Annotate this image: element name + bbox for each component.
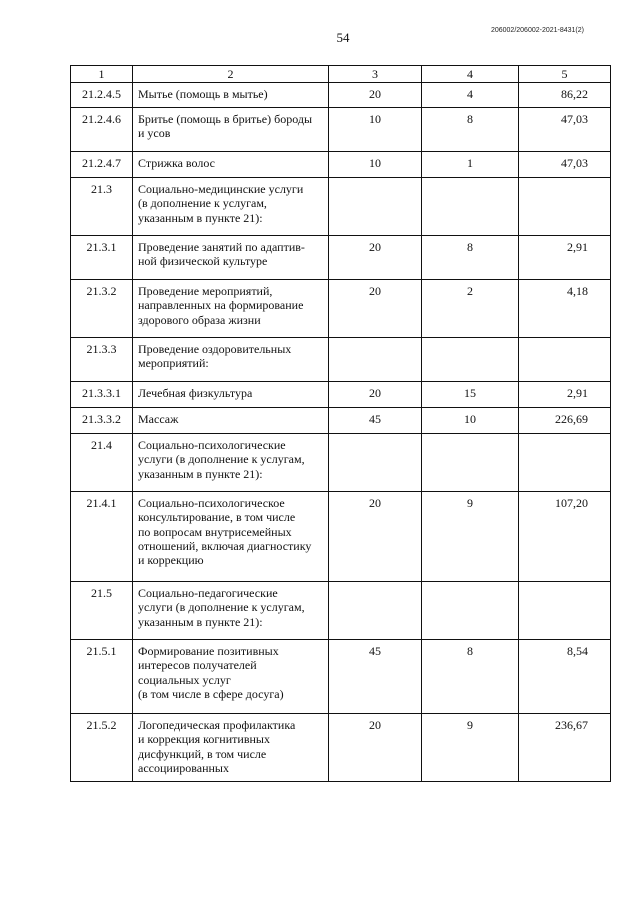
row-code-cell: 21.3.3.2: [71, 408, 133, 434]
row-name-cell: Социально-психологические услуги (в дополнение к услугам, указанным в пункте 21):: [133, 434, 329, 492]
column-header-1: 1: [71, 66, 133, 83]
row-code-cell: 21.2.4.7: [71, 152, 133, 178]
row-code-cell: 21.3.3.1: [71, 382, 133, 408]
row-col5-cell: [519, 434, 611, 492]
row-code-cell: 21.4: [71, 434, 133, 492]
column-header-4: 4: [422, 66, 519, 83]
column-header-2: 2: [133, 66, 329, 83]
row-col4-cell: 15: [422, 382, 519, 408]
row-col3-cell: 45: [329, 408, 422, 434]
table-row: [71, 178, 611, 236]
document-code: 206002/206002-2021-8431(2): [490, 27, 584, 34]
row-col5-cell: 2,91: [519, 236, 611, 280]
table-row: [71, 640, 611, 714]
table-header-row: [71, 66, 611, 83]
row-col5-cell: 2,91: [519, 382, 611, 408]
row-col3-cell: [329, 434, 422, 492]
row-col3-cell: [329, 338, 422, 382]
row-col4-cell: 1: [422, 152, 519, 178]
row-code-cell: 21.4.1: [71, 492, 133, 582]
row-code-cell: 21.3.3: [71, 338, 133, 382]
row-col3-cell: 10: [329, 108, 422, 152]
row-code-cell: 21.2.4.5: [71, 83, 133, 108]
row-name-cell: Бритье (помощь в бритье) бороды и усов: [133, 108, 329, 152]
row-col4-cell: [422, 338, 519, 382]
row-name-cell: Проведение занятий по адаптив- ной физической культуре: [133, 236, 329, 280]
row-code-cell: 21.5.1: [71, 640, 133, 714]
table-row: [71, 108, 611, 152]
row-code-cell: 21.2.4.6: [71, 108, 133, 152]
row-col5-cell: [519, 338, 611, 382]
row-name-cell: Логопедическая профилактика и коррекция когнитивных дисфункций, в том числе ассоциированных: [133, 714, 329, 782]
row-col3-cell: [329, 582, 422, 640]
table-row: [71, 338, 611, 382]
row-col3-cell: 20: [329, 83, 422, 108]
table-row: [71, 152, 611, 178]
row-col4-cell: 9: [422, 492, 519, 582]
row-code-cell: 21.3: [71, 178, 133, 236]
row-code-cell: 21.3.1: [71, 236, 133, 280]
row-name-cell: Социально-педагогические услуги (в дополнение к услугам, указанным в пункте 21):: [133, 582, 329, 640]
row-col4-cell: [422, 582, 519, 640]
row-col5-cell: 107,20: [519, 492, 611, 582]
table-row: [71, 236, 611, 280]
row-col3-cell: 20: [329, 236, 422, 280]
row-col4-cell: 8: [422, 236, 519, 280]
row-col4-cell: 2: [422, 280, 519, 338]
row-col5-cell: 226,69: [519, 408, 611, 434]
row-name-cell: Стрижка волос: [133, 152, 329, 178]
row-col5-cell: 47,03: [519, 152, 611, 178]
row-name-cell: Проведение оздоровительных мероприятий:: [133, 338, 329, 382]
row-col5-cell: [519, 178, 611, 236]
row-col4-cell: [422, 178, 519, 236]
row-col4-cell: 10: [422, 408, 519, 434]
row-col4-cell: 8: [422, 640, 519, 714]
table-row: [71, 714, 611, 782]
services-table: [70, 65, 611, 782]
row-name-cell: Массаж: [133, 408, 329, 434]
row-col3-cell: 20: [329, 280, 422, 338]
column-header-3: 3: [329, 66, 422, 83]
row-name-cell: Социально-психологическое консультирование, в том числе по вопросам внутрисемейных отношений, включая диагностику и коррекцию: [133, 492, 329, 582]
row-col3-cell: 20: [329, 382, 422, 408]
row-name-cell: Формирование позитивных интересов получателей социальных услуг (в том числе в сфере досуга): [133, 640, 329, 714]
row-name-cell: Мытье (помощь в мытье): [133, 83, 329, 108]
row-col5-cell: 8,54: [519, 640, 611, 714]
row-code-cell: 21.5: [71, 582, 133, 640]
row-code-cell: 21.5.2: [71, 714, 133, 782]
services-table-body: [71, 66, 611, 782]
table-row: [71, 408, 611, 434]
column-header-5: 5: [519, 66, 611, 83]
row-col5-cell: 86,22: [519, 83, 611, 108]
table-row: [71, 582, 611, 640]
row-name-cell: Лечебная физкультура: [133, 382, 329, 408]
row-col4-cell: [422, 434, 519, 492]
row-code-cell: 21.3.2: [71, 280, 133, 338]
row-col5-cell: [519, 582, 611, 640]
row-name-cell: Социально-медицинские услуги (в дополнение к услугам, указанным в пункте 21):: [133, 178, 329, 236]
row-col4-cell: 9: [422, 714, 519, 782]
table-row: [71, 382, 611, 408]
row-col3-cell: 20: [329, 492, 422, 582]
row-col5-cell: 4,18: [519, 280, 611, 338]
row-col4-cell: 8: [422, 108, 519, 152]
row-col3-cell: 10: [329, 152, 422, 178]
table-row: [71, 83, 611, 108]
table-row: [71, 434, 611, 492]
table-row: [71, 492, 611, 582]
row-col4-cell: 4: [422, 83, 519, 108]
row-col3-cell: [329, 178, 422, 236]
row-name-cell: Проведение мероприятий, направленных на формирование здорового образа жизни: [133, 280, 329, 338]
row-col3-cell: 20: [329, 714, 422, 782]
row-col5-cell: 47,03: [519, 108, 611, 152]
row-col3-cell: 45: [329, 640, 422, 714]
table-row: [71, 280, 611, 338]
page-number: 54: [336, 30, 350, 45]
row-col5-cell: 236,67: [519, 714, 611, 782]
